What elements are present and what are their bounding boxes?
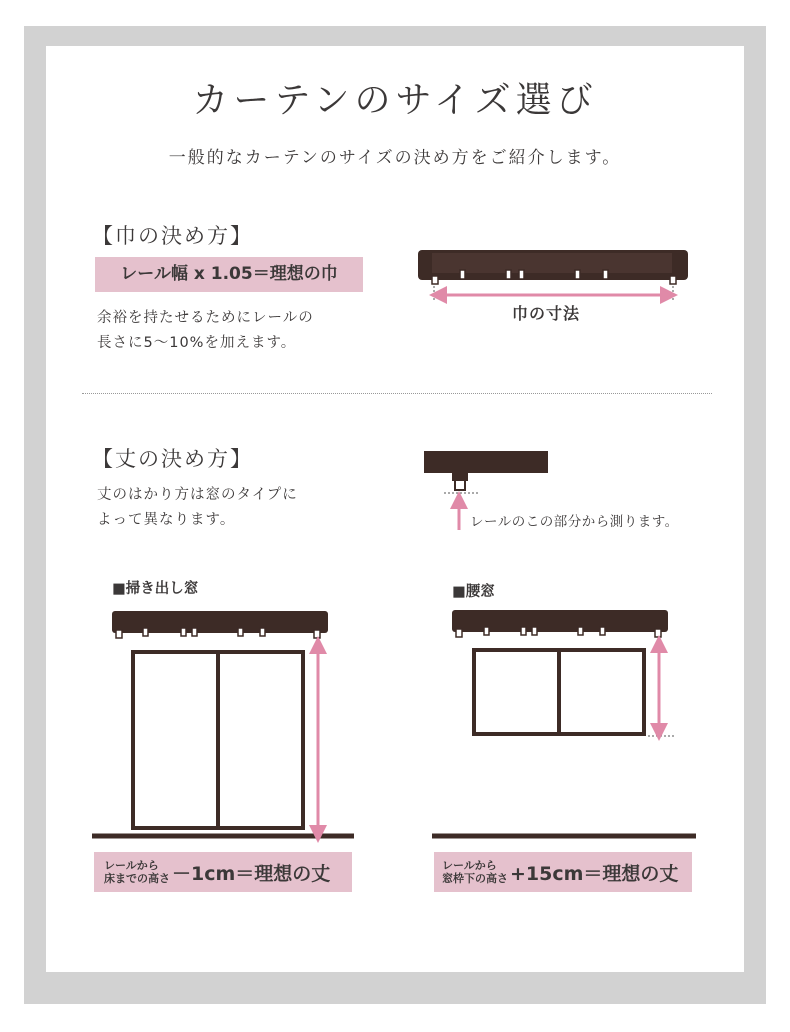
height-description: 丈のはかり方は窓のタイプに よって異なります。 bbox=[97, 487, 298, 528]
window-type-label-1: ■掃き出し窓 bbox=[112, 581, 199, 597]
width-formula: レール幅 x 1.05＝理想の巾 bbox=[95, 257, 363, 292]
measure-note: レールのこの部分から測ります。 bbox=[470, 514, 679, 530]
window-type-label-2: ■腰窓 bbox=[452, 584, 495, 600]
height-heading: 【丈の決め方】 bbox=[92, 447, 253, 471]
formula-floor-small: レールから 床までの高さ bbox=[104, 859, 170, 885]
width-heading: 【巾の決め方】 bbox=[92, 224, 253, 248]
rail-measure-diagram bbox=[424, 451, 548, 530]
floor-window-diagram bbox=[92, 611, 354, 836]
page-subtitle: 一般的なカーテンのサイズの決め方をご紹介します。 bbox=[168, 148, 622, 168]
waist-window-diagram bbox=[432, 610, 696, 836]
formula-waist-small: レールから 窓枠下の高さ bbox=[442, 859, 508, 885]
width-dimension-label: 巾の寸法 bbox=[512, 304, 581, 323]
width-description: 余裕を持たせるためにレールの 長さに5〜10%を加えます。 bbox=[97, 310, 314, 351]
formula-floor-big: －1cm＝理想の丈 bbox=[172, 862, 331, 885]
page-title: カーテンのサイズ選び bbox=[192, 80, 598, 121]
formula-waist-big: +15cm＝理想の丈 bbox=[510, 862, 679, 885]
rail-width-diagram bbox=[418, 250, 688, 300]
